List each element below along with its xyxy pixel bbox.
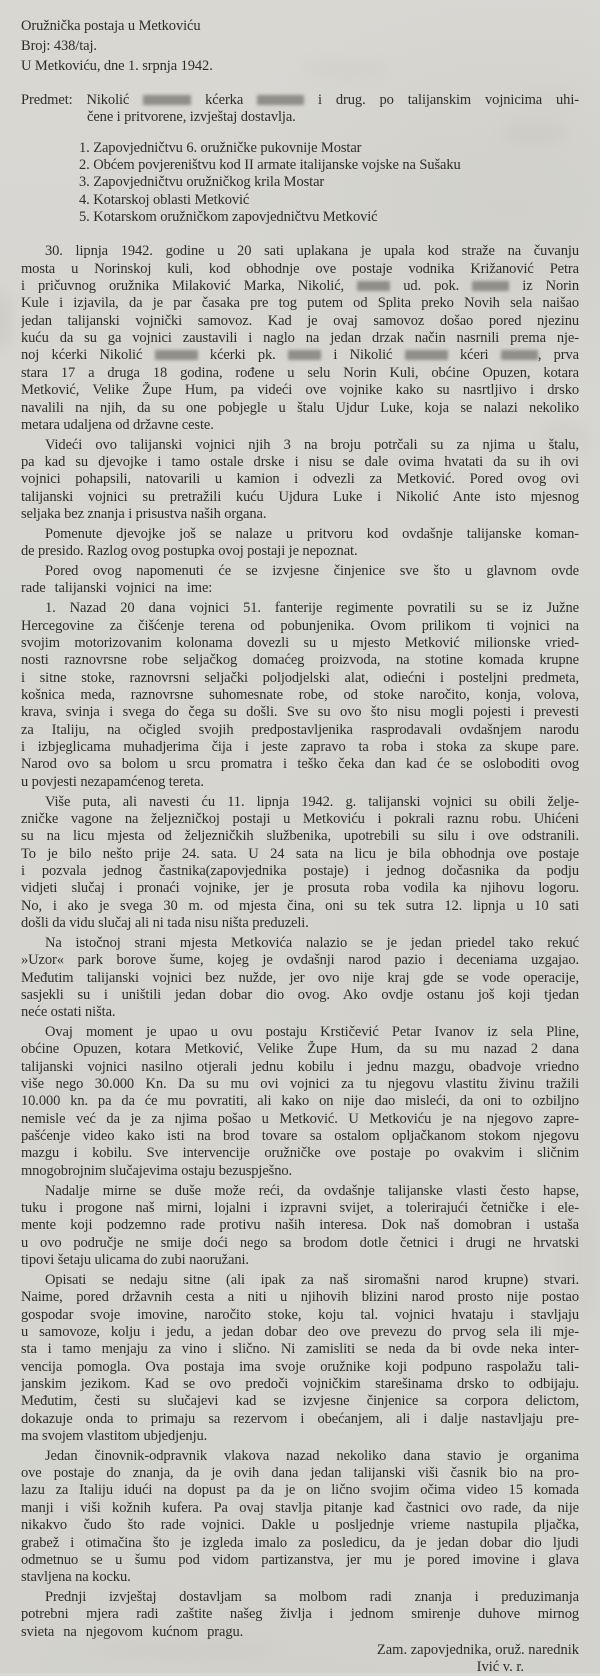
text-line: metara udaljena od državne ceste. [21,416,214,433]
text-line: talijanski vojnici su pretražili kuću Ujdura Luke i Nikolić Ante isto mjesnog [21,488,579,505]
text-line: svieta na njegovom kućnom pragu. [21,1623,244,1640]
text-line: Pored ovog napomenuti će se izvjesne činjenice sve što u glavnom ovde [45,563,579,580]
text-line: više nego 30.000 Kn. Da su mu ovi vojnici za tu njegovu vlastitu živinu tražili [21,1076,579,1093]
text-line: nemisle već da je za njima pošao u Metković. U Metkoviću je na njegovo zapre- [21,1110,579,1127]
text-line: vidjeti slučaj i pronaći vojnike, jer je prosuta roba vodila ka njihovu logoru. [21,880,579,897]
text-line: nosti raznovrsne robe seljačkog domaćeg proizvoda, na stotine komada krupne [21,652,579,669]
text-line: vojnici pohapsili, natovarili u kamion i odvezli za Metković. Pored ovog ovi [21,471,579,488]
text-line: sta i tamo menjaju za vino i slično. Ni zamisliti se neda da bi ovde neka inter- [21,1341,579,1358]
text-line: grabež i otimačina što je izgleda imalo za posledicu, da je jedan dobar dio ljudi [21,1534,579,1551]
text-line: svojim motorizovanim kolonama dovezli su u mjesto Metković milionske vried- [21,634,579,651]
text-line: i sitne stoke, raznovrsni seljački poljodjelski alat, odiećni i posteljni predmeta, [21,669,579,686]
text-line: Opisati se nedaju sitne (ali ipak za naš siromašni narod krupne) stvari. [45,1271,579,1288]
text-line: došli da vidu slučaj ali ni tada nisu ništa preduzeli. [21,914,309,931]
text-line: Hercegovine za čišćenje terena od pobunjenika. Ovom prilikom ti vojnici na [21,617,579,634]
text-line: manji i viši kožnih kufera. Pa ovaj stavlja pitanje kad častnici ovo rade, da nije [21,1499,579,1516]
text-line: stara 17 a druga 18 godina, rođene u selu Norin Kuli, obćine Opuzen, kotara [21,364,579,381]
text-line: pašćenje video kako isti na brod tovare sa ostalom opljačkanom stokom njegovu [21,1128,579,1145]
text-line: Videći ovo talijanski vojnici njih 3 na broju potrčali su za njima u štalu, [45,436,579,453]
recipient-list [21,140,579,227]
text-line: potrebni mjera radi zaštite našeg življa i jednom smirenje duhove mirnog [21,1606,579,1623]
text-line: No, i ako je svega 30 m. od mjesta čina, oni su tek sutra 12. lipnja u 10 sati [21,897,579,914]
text-line: mosta u Norinskoj kuli, kod obhodnje ove postaje vodnika Križanović Petra [21,260,579,277]
signature-block [21,1642,579,1676]
paragraph [21,1024,579,1180]
text-line: su na licu mjesta od željezničkih službenika, upotrebili su silu i ove odstranili. [21,828,579,845]
text-line: za Italiju, na očigled svojih predpostavljenika rasprodavali ovdašnjem narodu [21,721,579,738]
place-and-date: U Metkoviću, dne 1. srpnja 1942. [21,58,213,74]
text-line: dokazuje onda to primaju sa rezervom i obećanjem, ali i dalje nastavljaju pre- [21,1410,579,1427]
text-line: janskim jezikom. Kad se ovo predoči vojničkim starešinama drsko to odbijaju. [21,1375,579,1392]
text-line: Jedan činovnik-odpravnik vlakova nazad nekoliko dana stavio je organima [45,1447,579,1464]
text-line: zničke vagone na željezničkoj postaji u Metkoviću i pokrali raznu robu. Uhićeni [21,810,579,827]
paragraph [21,563,579,598]
text-line: Kule i izjavila, da je par časaka pre tog putem od Splita preko Novih sela naišao [21,295,579,312]
text-line: Nadalje mirne se duše može reći, da ovdašnje talijanske vlasti često hapse, [45,1182,579,1199]
text-line: stavljena na kocku. [21,1569,131,1586]
text-line: vencija pomogla. Ova postaja ima svoje oružnike koji podpuno raspolažu tali- [21,1358,579,1375]
text-line: u povjesti nezapamćenog tereta. [21,773,204,790]
text-line: Pomenute djevojke još se nalaze u pritvoru kod ovdašnje talijanske koman- [45,525,579,542]
subject-line: čene i pritvorene, izvještaj dostavlja. [87,109,296,126]
text-line: u samovoze, kolju i jedu, a jedan dobar deo ove prevezu do prvog sela ili mje- [21,1323,579,1340]
text-line: de presido. Razlog ovog postupka ovoj postaji je nepoznat. [21,543,358,560]
text-line: »Uzor« park borove šume, kojeg je ovdašnji narod pazio i deceniama uzgajao. [21,952,579,969]
text-line: tuku i progone naš mirni, lojalni i izpravni svijet, a tolerirajući četničke i ele- [21,1199,579,1216]
text-line: u ovo područje ne smije doći nego sa brodom dotle četnici i drugi ne hrvatski [21,1234,579,1251]
text-line: odmetnuo se u šumu pod vidom partizanstva, jer mu je pored imovine i glava [21,1551,579,1568]
recipient-item: 5. Kotarskom oružničkom zapovjedničtvu Metković [79,209,378,226]
text-line: Više puta, ali navesti ću 11. lipnja 1942. g. talijanski vojnici su obili želje- [45,793,579,810]
text-line: kuću da su ga vojnici zaustavili i naglo na jedan drzak način nasrnili prema nje- [21,330,579,347]
redaction [472,281,509,291]
subject-block [21,92,579,127]
paragraph [21,1272,579,1445]
text-line: ma svojem vlastitom ubjedjenju. [21,1427,208,1444]
paragraph [21,600,579,791]
paragraph [21,1589,579,1641]
text-line: pa kad su djevojke i tamo ostale drske i nisu se dale ovima hvatati da su ih ovi [21,454,579,471]
text-line: Narod ovo sa bolom u srcu promatra i teško čeka dan kad će se osloboditi ovog [21,756,579,773]
text-line: obćine Opuzen, kotara Metković, Velike Župe Hum, da su mu nazad 2 dana [21,1041,579,1058]
text-line: ove postaje do znanja, da je ovih dana jedan talijanski viši časnik bio na pro- [21,1465,579,1482]
text-line: krava, svinja i svega do čega su došli. Sve su ovo što nisu mogli pojesti i prevesti [21,704,579,721]
text-line: talijanski vojnici nasilno otjerali jednu kobilu i jednu mazgu, obadvoje vriedno [21,1058,579,1075]
text-line: To je bilo nešto prije 24. sata. U 24 sata na licu je bila obhodnja ove postaje [21,845,579,862]
text-line: Prednji izvještaj dostavljam sa molbom radi znanja i preduzimanja [45,1589,579,1606]
text-line: Međutim talijanski vojnici bez nužde, jer ovo nije kraj gde se vode operacije, [21,969,579,986]
text-line: sasjekli su i uništili jedan dobar dio ovog. Ako ovdje ostanu još koji tjedan [21,986,579,1003]
text-line: 10.000 kn. pa da će mu povratiti, ali kako on nije dao misleći, da oni to ozbiljno [21,1093,579,1110]
text-line: mente koji podzemno rade protivu naših interesa. Dok naš domobran i ustaša [21,1217,579,1234]
paragraph [21,1448,579,1587]
paragraph [21,1183,579,1270]
recipient-item: 4. Kotarskoj oblasti Metković [79,191,250,208]
text-line: i pozvala jednog častnika(zapovjednika postaje) i jednog dočasnika da podju [21,862,579,879]
report-body [21,243,579,1641]
text-line: neće ostati ništa. [21,1004,116,1021]
text-line: i izbjeglicama muhadjerima čija i jeste zapravo ta roba i stoka za skupe pare. [21,739,579,756]
text-line: Ovaj moment je upao u ovu postaju Krstičević Petar Ivanov iz sela Pline, [45,1024,579,1041]
recipient-item: 3. Zapovjedničtvu oružničkog krila Mostar [79,174,325,191]
paragraph [21,437,579,524]
signature-title: Zam. zapovjednika, oruž. narednik [376,1642,579,1659]
text-line: i pričuvnog oružnika Milaković Marka, Nikolić, ud. pok. iz Norin [21,278,579,295]
text-line: 1. Nazad 20 dana vojnici 51. fanterije regimente povratili su se iz Južne [45,600,579,617]
document-number: Broj: 438/taj. [21,38,97,54]
recipient-item: 1. Zapovjedničtvu 6. oružničke pukovnije Mostar [79,139,362,156]
paragraph [21,794,579,933]
text-line: lazu za Italiju idući na dopust pa da je on lično svojim očima video 15 komada [21,1482,579,1499]
text-line: Na istočnoj strani mjesta Metkovića nalazio se je jedan priedel tako rekuć [45,934,579,951]
signature-name: Ivić v. r. [476,1659,524,1676]
issuing-office: Oružnička postaja u Metkoviću [21,18,201,34]
text-line: Naime, pored državnih cesta a niti u njihovih blizini narod prosto nije postao [21,1289,579,1306]
document-content [21,16,579,1676]
redaction [257,95,304,105]
text-line: rade talijanski vojnici na ime: [21,580,213,597]
letterhead [21,16,579,76]
text-line: noj kćerki Nikolić kćerki pk. i Nikolić kćeri , prva [21,347,579,364]
text-line: gospodar svoje imovine, naročito stoke, koju tal. vojnici hvataju i stavljaju [21,1306,579,1323]
redaction [288,350,321,360]
text-line: Metković, Velike Župe Hum, pa videći ove vojnike kako su nasrtljivo i drsko [21,382,579,399]
text-line: nikakvo čudo što rade vojnici. Dakle u posljednje vrieme nastupila pljačka, [21,1517,579,1534]
redaction [143,95,191,105]
text-line: seljaka bez znanja i prisustva naših organa. [21,506,267,523]
redaction [405,350,448,360]
redaction [501,350,538,360]
paper-texture [0,290,10,350]
text-line: navalili na njih, da su one pobjegle u štalu Ujdur Luke, koja se nalazi nekoliko [21,399,579,416]
paragraph [21,935,579,1022]
paragraph [21,526,579,561]
redaction [357,281,390,291]
text-line: mazgu i kobilu. Sve intervencije oružničke ove postaje po ovakvim i sličnim [21,1145,579,1162]
text-line: jedan talijanski vojnički samovoz. Kad je ovaj samovoz došao pored njezinu [21,312,579,329]
text-line: mnogobrojnim slučajevima ostaju bezuspješno. [21,1162,293,1179]
text-line: 30. lipnja 1942. godine u 20 sati uplakana je upala kod straže na čuvanju [45,243,579,260]
subject-line: Predmet: Nikolić kćerka i drug. po talijanskim vojnicima uhi- [21,92,579,108]
text-line: košnica meda, raznovrsne suhomesnate robe, od stoke naročito, konja, volova, [21,687,579,703]
redaction [155,350,198,360]
text-line: tipovi šetaju ulicama do zubi naoružani. [21,1252,249,1268]
text-line: Međutim, česti su slučajevi kad se izvjesne činjenice sa corpora delictom, [21,1393,579,1410]
paragraph [21,243,579,434]
recipient-item: 2. Obćem povjereništvu kod II armate italijanske vojske na Sušaku [79,157,461,174]
